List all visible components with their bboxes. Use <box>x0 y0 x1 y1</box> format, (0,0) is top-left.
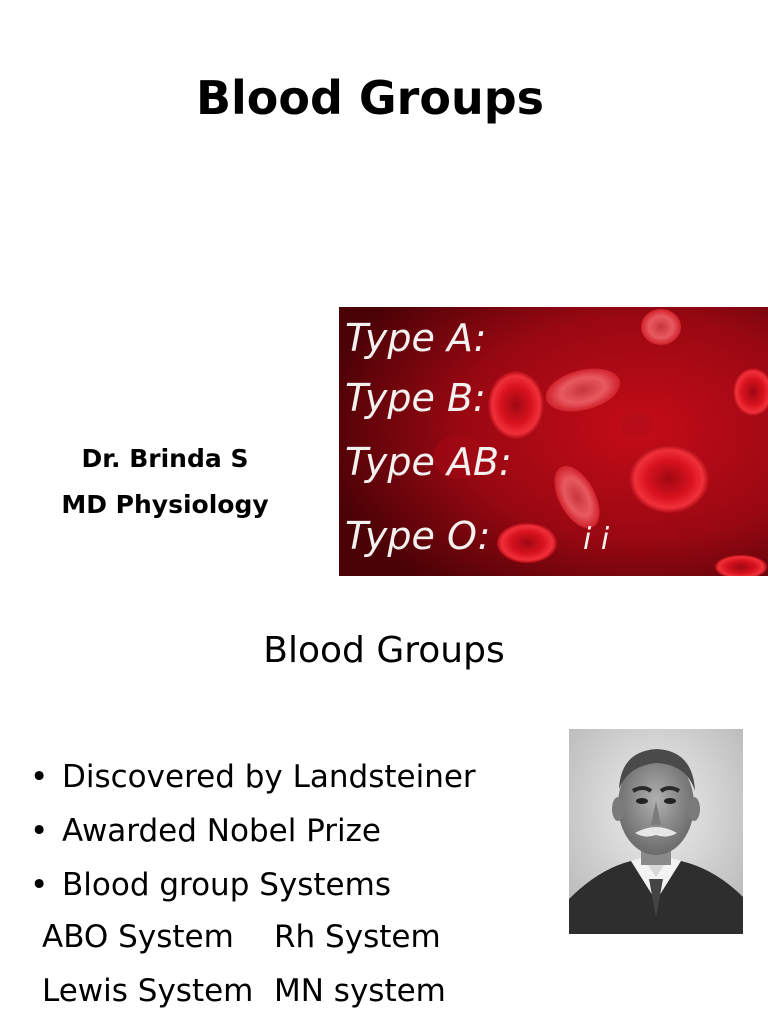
bullet-item <box>30 858 476 912</box>
blood-group-systems <box>42 910 446 1018</box>
landsteiner-portrait <box>569 729 743 934</box>
systems-row <box>42 910 441 964</box>
image-label-type-o: Type O: <box>345 514 491 558</box>
bullet-glyph: • <box>30 759 49 795</box>
author-name: Dr. Brinda S <box>81 444 249 473</box>
blood-cell <box>641 309 681 345</box>
slide-2-title: Blood Groups <box>263 630 505 671</box>
blood-cell <box>497 523 557 563</box>
bullet-text: Awarded Nobel Prize <box>62 813 382 849</box>
bullet-glyph: • <box>30 813 49 849</box>
image-label-type-ab: Type AB: <box>345 440 512 484</box>
blood-cells-image <box>339 307 768 576</box>
blood-cells-illustration <box>339 307 768 576</box>
blood-cell <box>629 445 709 513</box>
blood-cell <box>488 371 544 439</box>
system-name: ABO System <box>42 919 234 955</box>
slide-title: Blood Groups <box>195 71 545 125</box>
bullet-list <box>30 750 476 912</box>
blood-cell <box>621 413 653 437</box>
bullet-text: Discovered by Landsteiner <box>62 759 476 795</box>
bullet-text: Blood group Systems <box>62 867 391 903</box>
author-degree: MD Physiology <box>61 490 269 519</box>
portrait-photo <box>569 729 743 934</box>
system-name: Rh System <box>274 919 441 955</box>
bullet-item <box>30 750 476 804</box>
author-block <box>20 436 310 528</box>
system-name: MN system <box>274 973 446 1009</box>
image-label-type-o-genotype: i i <box>583 522 610 557</box>
systems-row <box>42 964 446 1018</box>
image-label-type-b: Type B: <box>345 376 486 420</box>
bullet-item <box>30 804 476 858</box>
image-label-type-a: Type A: <box>345 316 487 360</box>
system-name: Lewis System <box>42 973 254 1009</box>
bullet-glyph: • <box>30 867 49 903</box>
